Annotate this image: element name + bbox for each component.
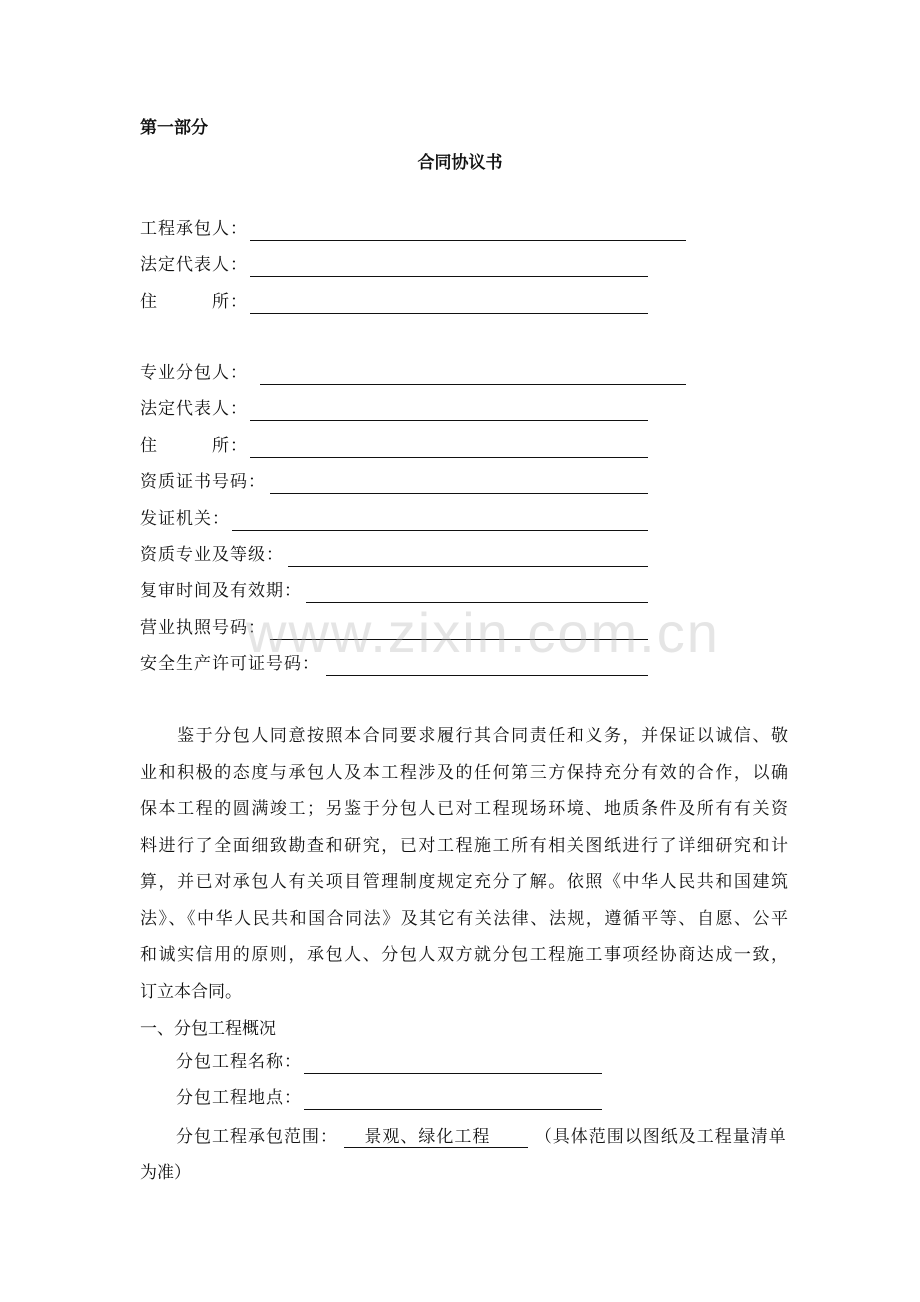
project-location-label: 分包工程地点： <box>176 1088 302 1108</box>
contractor-address-label: 住 所： <box>140 292 248 312</box>
subcontractor-name-label: 专业分包人： <box>140 363 248 383</box>
preamble-line: 保本工程的圆满竣工；另鉴于分包人已对工程现场环境、地质条件及所有有关资 <box>140 799 788 819</box>
safety-permit-field[interactable] <box>140 650 650 676</box>
issuer-line[interactable] <box>232 530 648 531</box>
cert-number-line[interactable] <box>270 493 648 494</box>
watermark: www.zixin.com.cn <box>246 601 720 664</box>
issuer-field[interactable] <box>140 505 650 531</box>
subcontractor-name-field[interactable] <box>140 359 688 385</box>
business-license-field[interactable] <box>140 614 650 640</box>
scope-note: （具体范围以图纸及工程量清单 <box>534 1127 787 1147</box>
project-location-field[interactable] <box>176 1084 606 1110</box>
project-name-label: 分包工程名称： <box>176 1052 302 1072</box>
preamble-line: 法》、《中华人民共和国合同法》及其它有关法律、法规，遵循平等、自愿、公平 <box>140 908 788 929</box>
cert-number-label: 资质证书号码： <box>140 472 266 492</box>
qualification-field[interactable] <box>140 541 650 567</box>
review-period-label: 复审时间及有效期： <box>140 581 302 601</box>
subcontractor-name-line[interactable] <box>260 384 686 385</box>
qualification-label: 资质专业及等级： <box>140 545 284 565</box>
scope-value[interactable]: 景观、绿化工程 <box>344 1122 528 1148</box>
contractor-rep-field[interactable] <box>140 251 650 277</box>
review-period-field[interactable] <box>140 577 650 603</box>
contractor-name-label: 工程承包人： <box>140 219 248 239</box>
preamble-paragraph <box>140 718 788 1010</box>
scope-note-continued: 为准） <box>140 1163 191 1183</box>
cert-number-field[interactable] <box>140 468 650 494</box>
project-location-line[interactable] <box>304 1109 602 1110</box>
business-license-line[interactable] <box>270 639 648 640</box>
contractor-name-field[interactable] <box>140 215 688 241</box>
subcontractor-rep-label: 法定代表人： <box>140 399 248 419</box>
issuer-label: 发证机关： <box>140 509 230 529</box>
subcontractor-rep-field[interactable] <box>140 395 650 421</box>
scope-row <box>176 1122 787 1148</box>
safety-permit-label: 安全生产许可证号码： <box>140 654 320 674</box>
contractor-rep-line[interactable] <box>250 276 648 277</box>
preamble-line: 业和积极的态度与承包人及本工程涉及的任何第三方保持充分有效的合作，以确 <box>140 762 788 783</box>
safety-permit-line[interactable] <box>326 675 648 676</box>
contractor-name-line[interactable] <box>250 240 686 241</box>
subcontractor-address-line[interactable] <box>250 457 648 458</box>
preamble-line: 算，并已对承包人有关项目管理制度规定充分了解。依照《中华人民共和国建筑 <box>140 872 788 892</box>
contractor-address-line[interactable] <box>250 313 648 314</box>
business-license-label: 营业执照号码： <box>140 618 266 638</box>
preamble-line: 鉴于分包人同意按照本合同要求履行其合同责任和义务，并保证以诚信、敬 <box>140 726 788 746</box>
preamble-line: 和诚实信用的原则，承包人、分包人双方就分包工程施工事项经协商达成一致， <box>140 945 788 965</box>
subcontractor-address-field[interactable] <box>140 432 650 458</box>
qualification-line[interactable] <box>288 566 648 567</box>
project-name-field[interactable] <box>176 1048 606 1074</box>
scope-label: 分包工程承包范围： <box>176 1127 338 1147</box>
preamble-line: 料进行了全面细致勘查和研究，已对工程施工所有相关图纸进行了详细研究和计 <box>140 835 788 856</box>
review-period-line[interactable] <box>306 602 648 603</box>
part-heading: 第一部分 <box>140 118 208 138</box>
project-name-line[interactable] <box>304 1073 602 1074</box>
subcontractor-address-label: 住 所： <box>140 436 248 456</box>
contractor-rep-label: 法定代表人： <box>140 255 248 275</box>
preamble-line: 订立本合同。 <box>140 981 242 1002</box>
subcontractor-rep-line[interactable] <box>250 420 648 421</box>
section-1-heading: 一、分包工程概况 <box>140 1019 276 1039</box>
contractor-address-field[interactable] <box>140 288 650 314</box>
document-title: 合同协议书 <box>417 153 503 173</box>
